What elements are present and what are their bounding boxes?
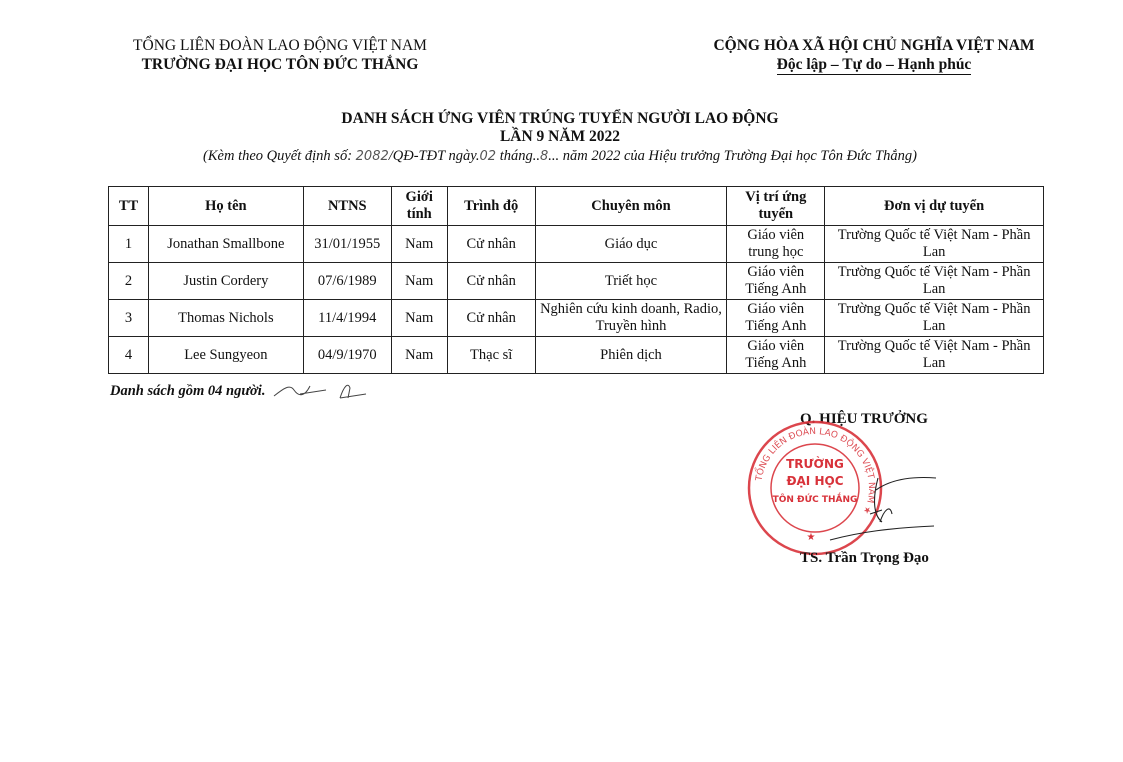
cell-major: Giáo dục xyxy=(535,226,727,263)
cell-tt: 1 xyxy=(109,226,149,263)
table-row xyxy=(109,337,1044,374)
header-unit: Đơn vị dự tuyển xyxy=(825,187,1044,226)
cell-name: Justin Cordery xyxy=(148,263,303,300)
cell-unit: Trường Quốc tế Việt Nam - Phần Lan xyxy=(825,263,1044,300)
cell-major: Triết học xyxy=(535,263,727,300)
cell-unit: Trường Quốc tế Việt Nam - Phần Lan xyxy=(825,226,1044,263)
decision-month: 8 xyxy=(539,149,549,164)
subtitle-mid-1: /QĐ-TĐT ngày. xyxy=(388,148,480,164)
candidate-table xyxy=(108,186,1044,374)
total-note xyxy=(110,383,265,400)
cell-tt: 4 xyxy=(109,337,149,374)
cell-position: Giáo viên Tiếng Anh xyxy=(727,263,825,300)
handwritten-signature-icon xyxy=(820,470,940,550)
header-tt: TT xyxy=(109,187,149,226)
org-name: TRƯỜNG ĐẠI HỌC TÔN ĐỨC THẮNG xyxy=(141,56,419,73)
decision-day: 02 xyxy=(479,149,497,164)
cell-major: Nghiên cứu kinh doanh, Radio, Truyền hình xyxy=(535,300,727,337)
cell-gender: Nam xyxy=(391,337,447,374)
table-row xyxy=(109,226,1044,263)
cell-name: Jonathan Smallbone xyxy=(148,226,303,263)
org-parent: TỔNG LIÊN ĐOÀN LAO ĐỘNG VIỆT NAM xyxy=(133,37,427,54)
cell-position: Giáo viên Tiếng Anh xyxy=(727,300,825,337)
header-level: Trình độ xyxy=(447,187,535,226)
header-name: Họ tên xyxy=(148,187,303,226)
title-line2: LẦN 9 NĂM 2022 xyxy=(499,128,621,145)
subtitle-mid-2: tháng.. xyxy=(496,148,540,164)
document-title xyxy=(200,110,920,146)
decision-number: 2082 xyxy=(355,149,389,164)
svg-text:TÔN ĐỨC THẮNG: TÔN ĐỨC THẮNG xyxy=(772,495,858,505)
cell-gender: Nam xyxy=(391,263,447,300)
svg-text:ĐẠI HỌC: ĐẠI HỌC xyxy=(786,474,844,488)
header-major: Chuyên môn xyxy=(535,187,727,226)
header-gender: Giới tính xyxy=(391,187,447,226)
cell-position: Giáo viên Tiếng Anh xyxy=(727,337,825,374)
table-header-row xyxy=(109,187,1044,226)
header-dob: NTNS xyxy=(303,187,391,226)
nation-name: CỘNG HÒA XÃ HỘI CHỦ NGHĨA VIỆT NAM xyxy=(713,37,1035,54)
cell-dob: 11/4/1994 xyxy=(303,300,391,337)
motto: Độc lập – Tự do – Hạnh phúc xyxy=(776,56,972,73)
cell-tt: 3 xyxy=(109,300,149,337)
svg-text:★: ★ xyxy=(806,532,816,543)
title-line1: DANH SÁCH ỨNG VIÊN TRÚNG TUYỂN NGƯỜI LAO ĐỘNG xyxy=(341,110,779,127)
svg-text:TRƯỜNG: TRƯỜNG xyxy=(786,457,844,471)
cell-level: Cử nhân xyxy=(447,300,535,337)
table-row xyxy=(109,300,1044,337)
cell-name: Lee Sungyeon xyxy=(148,337,303,374)
cell-unit: Trường Quốc tế Việt Nam - Phần Lan xyxy=(825,337,1044,374)
cell-major: Phiên dịch xyxy=(535,337,727,374)
cell-unit: Trường Quốc tế Việt Nam - Phần Lan xyxy=(825,300,1044,337)
table-row xyxy=(109,263,1044,300)
organization-header xyxy=(100,36,460,74)
signatory-name: TS. Trần Trọng Đạo xyxy=(800,550,929,566)
cell-name: Thomas Nichols xyxy=(148,300,303,337)
svg-text:TỔNG LIÊN ĐOÀN LAO ĐỘNG VIỆT N: TỔNG LIÊN ĐOÀN LAO ĐỘNG VIỆT NAM ★ xyxy=(754,426,877,516)
subtitle-prefix: (Kèm theo Quyết định số: xyxy=(203,148,356,164)
signatory-title: Q. HIỆU TRƯỞNG xyxy=(800,411,928,427)
cell-dob: 04/9/1970 xyxy=(303,337,391,374)
cell-level: Cử nhân xyxy=(447,263,535,300)
cell-gender: Nam xyxy=(391,300,447,337)
total-text: Danh sách gồm 04 người. xyxy=(110,383,266,399)
subtitle-suffix: ... năm 2022 của Hiệu trưởng Trường Đại học Tôn Đức Thắng) xyxy=(548,148,917,164)
header-position: Vị trí ứng tuyển xyxy=(727,187,825,226)
cell-gender: Nam xyxy=(391,226,447,263)
cell-dob: 07/6/1989 xyxy=(303,263,391,300)
cell-position: Giáo viên trung học xyxy=(727,226,825,263)
national-header xyxy=(668,36,1080,74)
cell-dob: 31/01/1955 xyxy=(303,226,391,263)
cell-level: Cử nhân xyxy=(447,226,535,263)
initials-signature-icon xyxy=(270,378,380,404)
cell-tt: 2 xyxy=(109,263,149,300)
document-subtitle xyxy=(120,148,1000,165)
cell-level: Thạc sĩ xyxy=(447,337,535,374)
